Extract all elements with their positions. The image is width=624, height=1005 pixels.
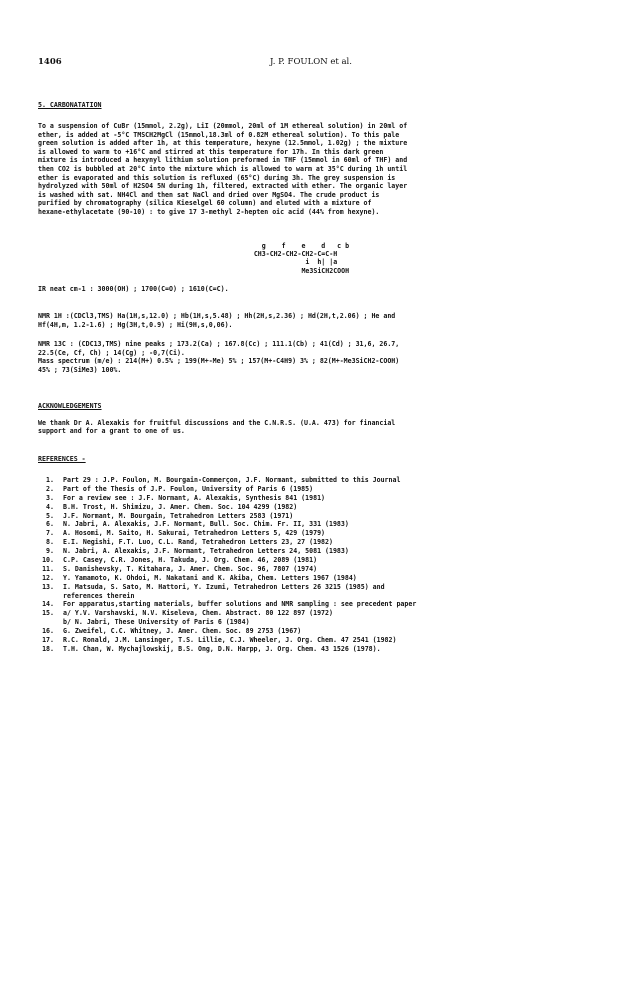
ack-line: support and for a grant to one of us. <box>38 427 185 436</box>
reference-text: references therein <box>63 591 135 600</box>
reference-text: I. Matsuda, S. Sato, M. Hattori, Y. Izumi, Tetrahedron Letters 26 3215 (1985) and <box>63 582 385 591</box>
ack-line: We thank Dr A. Alexakis for fruitful discussions and the C.N.R.S. (U.A. 473) for financial <box>38 418 396 427</box>
reference-text: C.P. Casey, C.R. Jones, H. Takuda, J. Org. Chem. 46, 2089 (1981) <box>63 556 318 565</box>
reference-item <box>38 556 588 565</box>
reference-text: B.H. Trost, H. Shimizu, J. Amer. Chem. Soc. 104 4299 (1982) <box>63 502 298 511</box>
reference-item <box>38 618 588 627</box>
reference-number: 13. <box>42 582 54 591</box>
reference-number: 15. <box>42 609 54 618</box>
paragraph-line: green solution is added after 1h, at this temperature, hexyne (12.5mmol, 1.02g) ; the mixture <box>38 139 408 148</box>
reference-text: Part 29 : J.P. Foulon, M. Bourgain-Commerçon, J.F. Normant, submitted to this Journal <box>63 476 401 484</box>
reference-number: 6. <box>46 520 54 529</box>
reference-number: 4. <box>46 502 54 511</box>
section-title: 5. CARBONATATION <box>38 101 102 109</box>
reference-item <box>38 583 588 592</box>
reference-number: 17. <box>42 636 54 645</box>
reference-number: 9. <box>46 547 54 556</box>
reference-item <box>38 609 588 618</box>
reference-item <box>38 645 588 654</box>
reference-item <box>38 485 588 494</box>
paragraph-line: ether is evaporated and this solution is refluxed (65°C) during 3h. The grey suspension is <box>38 173 396 182</box>
page-header <box>38 57 584 71</box>
paragraph-line: hexane-ethylacetate (90-10) : to give 17 3-methyl 2-hepten oic acid (44% from hexyne). <box>38 207 380 216</box>
reference-item <box>38 627 588 636</box>
ack-title: ACKNOWLEDGEMENTS <box>38 402 102 410</box>
reference-text: Y. Yamamoto, K. Ohdoi, M. Nakatani and K. Akiba, Chem. Letters 1967 (1984) <box>63 573 357 582</box>
reference-item <box>38 547 588 556</box>
ir-line: IR neat cm-1 : 3000(OH) ; 1700(C=O) ; 1610(C=C). <box>38 285 229 293</box>
reference-item <box>38 565 588 574</box>
paragraph-line: then CO2 is bubbled at 20°C into the mixture which is allowed to warm at 35°C during 1h until <box>38 164 408 173</box>
reference-number: 12. <box>42 573 54 582</box>
paragraph-line: is allowed to warm to +16°C and stirred at this temperature for 17h. In this dark green <box>38 147 384 156</box>
reference-item <box>38 512 588 521</box>
reference-number: 8. <box>46 538 54 547</box>
nmr-line: 22.5(Ce, Cf, Ch) ; 14(Cg) ; -0,7(Ci). <box>38 348 185 357</box>
reference-text: b/ N. Jabri, These University of Paris 6 (1984) <box>63 618 250 627</box>
paragraph-line: To a suspension of CuBr (15mmol, 2.2g), LiI (20mmol, 20ml of 1M ethereal solution) in 20ml of <box>38 122 408 130</box>
paragraph-line: ether, is added at -5°C TMSCH2MgCl (15mmol,18.3ml of 0.82M ethereal solution). To this pale <box>38 130 400 139</box>
reference-text: N. Jabri, A. Alexakis, J.F. Normant, Tetrahedron Letters 24, 5081 (1983) <box>63 547 349 556</box>
reference-text: Part of the Thesis of J.P. Foulon, University of Paris 6 (1985) <box>63 484 314 493</box>
mass-line: Mass spectrum (m/e) : 214(M+) 0.5% ; 199(M+-Me) 5% ; 157(M+-C4H9) 3% ; 82(M+-Me3SiCH2-COOH) <box>38 357 400 366</box>
nmr-line: NMR 1H :(CDCl3,TMS) Ha(1H,s,12.0) ; Hb(1H,s,5.48) ; Hh(2H,s,2.36) ; Hd(2H,t,2.06) ; He and <box>38 312 396 320</box>
nmr-line: Hf(4H,m, 1.2-1.6) ; Hg(3H,t,0.9) ; Hi(9H,s,0,06). <box>38 320 233 329</box>
reference-item <box>38 574 588 583</box>
reference-number: 7. <box>46 529 54 538</box>
paragraph-line: purified by chromatography (silica Kieselgel 60 column) and eluted with a mixture of <box>38 199 372 208</box>
mass-line: 45% ; 73(SiMe3) 100%. <box>38 365 122 374</box>
reference-text: R.C. Ronald, J.M. Lansinger, T.S. Lillie, C.J. Wheeler, J. Org. Chem. 47 2541 (1982) <box>63 636 397 645</box>
reference-item <box>38 520 588 529</box>
paragraph-line: hydrolyzed with 50ml of H2SO4 5N during 1h, filtered, extracted with ether. The organic layer <box>38 182 408 191</box>
reference-text: For a review see : J.F. Normant, A. Alexakis, Synthesis 841 (1981) <box>63 493 326 502</box>
running-head: J. P. FOULON et al. <box>270 57 352 67</box>
reference-text: T.H. Chan, W. Mychajlowskij, B.S. Ong, D.N. Harpp, J. Org. Chem. 43 1526 (1978). <box>63 644 381 653</box>
references-list <box>38 476 588 654</box>
nmr-1h-data <box>38 312 588 329</box>
ir-data <box>38 285 588 294</box>
nmr-line: NMR 13C : (CDC13,TMS) nine peaks ; 173.2(Ca) ; 167.8(Cc) ; 111.1(Cb) ; 41(Cd) ; 31,6, 26.7, <box>38 340 400 348</box>
reference-number: 3. <box>46 493 54 502</box>
chemical-structure: g f e d c b CH3-CH2-CH2-CH2-C=C-H i h| |a Me3SiCH2COOH <box>253 242 350 275</box>
reference-number: 18. <box>42 644 54 653</box>
references-title: REFERENCES - <box>38 455 86 463</box>
reference-number: 2. <box>46 484 54 493</box>
reference-item <box>38 494 588 503</box>
reference-item <box>38 636 588 645</box>
reference-text: For apparatus,starting materials, buffer solutions and NMR sampling : see precedent paper <box>63 600 417 609</box>
reference-text: S. Danishevsky, T. Kitahara, J. Amer. Chem. Soc. 96, 7807 (1974) <box>63 564 318 573</box>
reference-number: 1. <box>46 476 54 484</box>
reference-text: J.F. Normant, M. Bourgain, Tetrahedron Letters 2583 (1971) <box>63 511 294 520</box>
paragraph-line: mixture is introduced a hexynyl lithium solution preformed in THF (15mmol in 60ml of THF) and <box>38 156 408 165</box>
reference-number: 5. <box>46 511 54 520</box>
paragraph-line: is washed with sat. NH4Cl and then sat NaCl and dried over MgSO4. The crude product is <box>38 190 380 199</box>
section-heading <box>38 101 588 110</box>
references-heading <box>38 455 588 464</box>
reference-number: 11. <box>42 564 54 573</box>
nmr-13c-data <box>38 340 588 374</box>
reference-number: 10. <box>42 556 54 565</box>
reference-number: 14. <box>42 600 54 609</box>
page-number: 1406 <box>38 57 62 67</box>
acknowledgements <box>38 402 588 436</box>
reference-text: E.I. Negishi, F.T. Luo, C.L. Rand, Tetrahedron Letters 23, 27 (1982) <box>63 538 333 547</box>
reference-item <box>38 592 588 601</box>
reference-item <box>38 600 588 609</box>
procedure-paragraph <box>38 122 588 217</box>
reference-text: N. Jabri, A. Alexakis, J.F. Normant, Bull. Soc. Chim. Fr. II, 331 (1983) <box>63 520 349 529</box>
reference-number: 16. <box>42 627 54 636</box>
reference-item <box>38 529 588 538</box>
reference-item <box>38 538 588 547</box>
reference-text: G. Zweifel, C.C. Whitney, J. Amer. Chem. Soc. 89 2753 (1967) <box>63 627 302 636</box>
reference-text: A. Hosomi, M. Saito, H. Sakurai, Tetrahedron Letters 5, 429 (1979) <box>63 529 326 538</box>
reference-item <box>38 476 588 485</box>
reference-text: a/ Y.V. Varshavski, N.V. Kiseleva, Chem. Abstract. 80 122 897 (1972) <box>63 609 333 618</box>
reference-item <box>38 503 588 512</box>
